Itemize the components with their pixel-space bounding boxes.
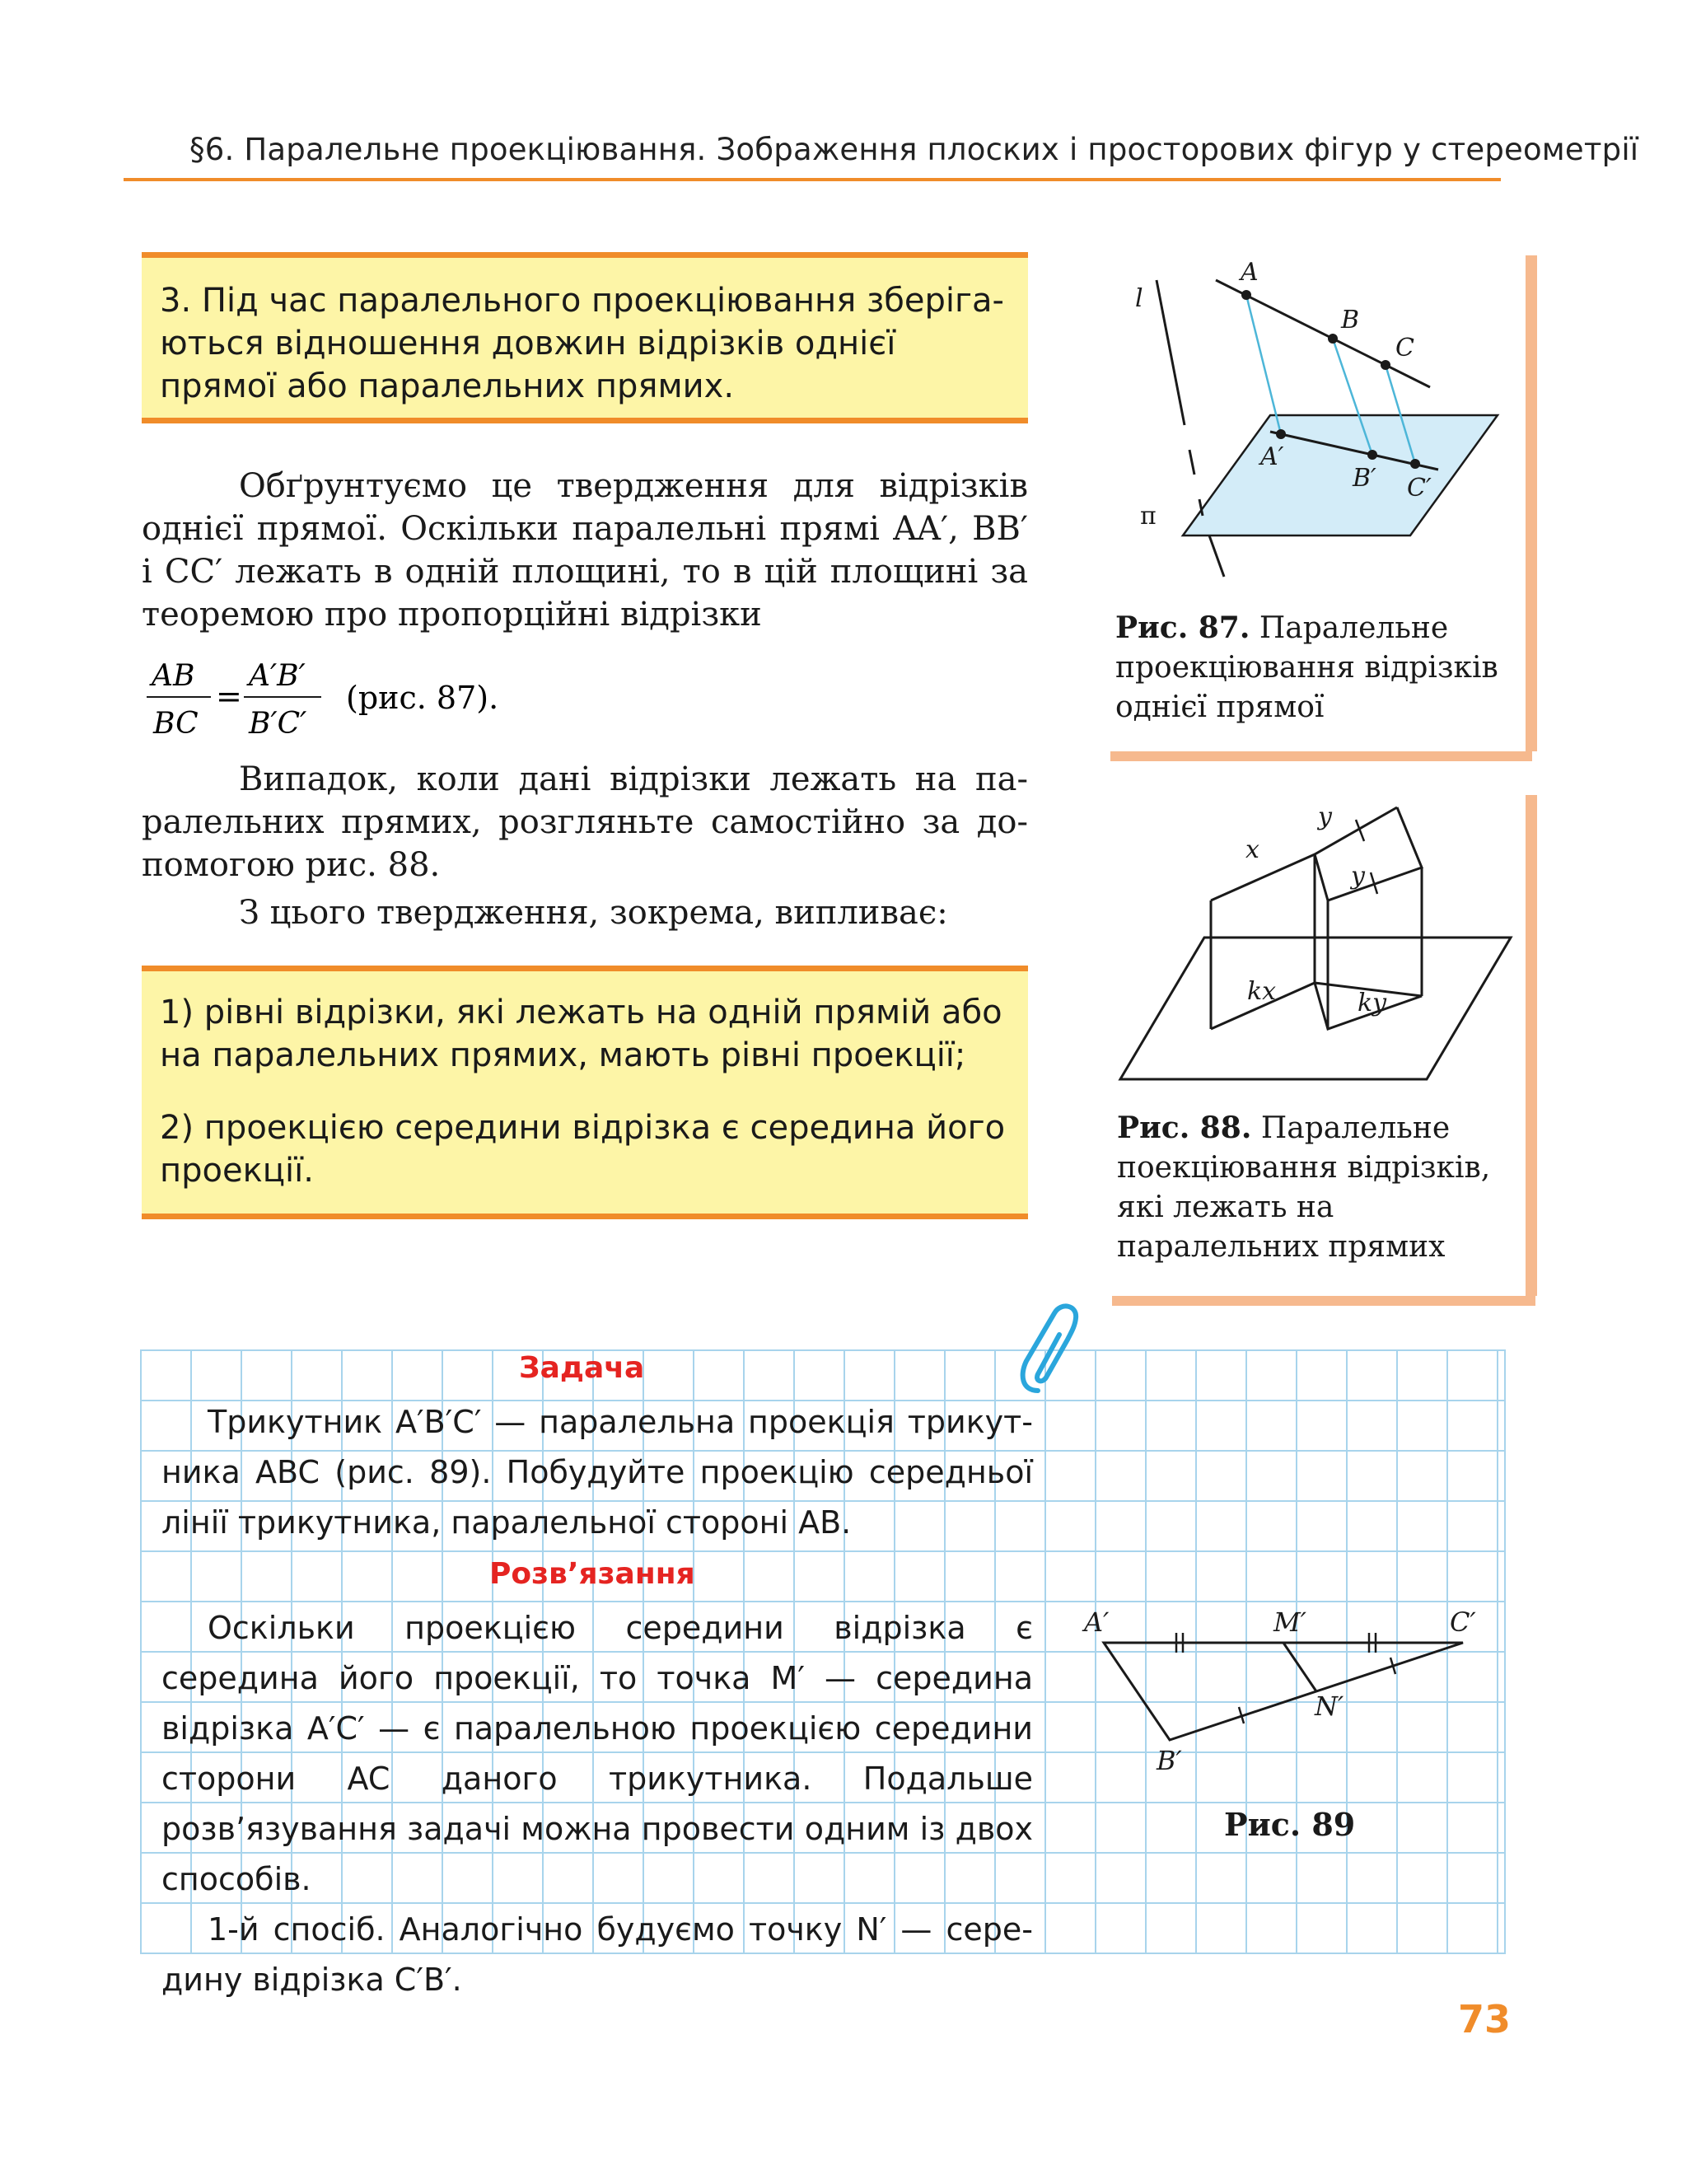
method-1-text: 1-й спосіб. Аналогічно будуємо точку N′ — середину відрізка C′B′. [161,1911,1033,1998]
figure-88-shadow [1112,1296,1535,1306]
label-N-prime: N′ [1315,1691,1344,1722]
rule-1-text: 3. Під час паралельного проекціювання зберігаються відношення довжин відрізків однієї прямої або паралельних прямих. [160,282,1004,405]
header-divider [124,178,1501,181]
paragraph-2 [142,758,1028,886]
solution-text [161,1603,1033,2005]
formula-ref: (рис. 87). [346,680,499,716]
label-l: l [1135,284,1143,313]
paragraph-3 [142,891,1028,934]
paragraph-3-text: З цього твердження, зокрема, випливає: [239,894,948,932]
paragraph-1-text: Обґрунтуємо це твердження для відрізків однієї прямої. Оскільки паралельні прямі AA′, BB′ і CC′ лежать в одній площині, то в цій площині за теоремою про пропорційні відрізки [142,467,1028,634]
label-y-mid: y [1351,862,1365,891]
task-text-body: Трикутник A′B′C′ — паралельна проекція трикутника ABC (рис. 89). Побудуйте проекцію середньої лінії трикутника, паралельної стороні AB. [161,1404,1033,1541]
figure-87-caption-label: Рис. 87. [1115,610,1250,645]
label-A-prime: A′ [1084,1606,1110,1638]
rule-box-1 [142,252,1028,423]
paragraph-1 [142,465,1028,636]
formula-svg [142,651,801,750]
plane-pi [1183,415,1498,535]
figure-88-caption-label: Рис. 88. [1117,1111,1252,1145]
label-kx: kx [1247,977,1277,1006]
paragraph-2-text: Випадок, коли дані відрізки лежать на паралельних прямих, розгляньте самостійно за допомогою рис. 88. [142,760,1028,884]
figure-89-caption: Рис. 89 [1224,1806,1356,1843]
formula-num-1: AB [152,659,195,693]
rule-2-item-1: 1) рівні відрізки, які лежать на одній прямій або на паралельних прямих, мають рівні проекції; [160,994,1002,1074]
svg-text:=: = [216,678,242,714]
paperclip-icon [1013,1302,1087,1401]
figure-88-diagram [1109,795,1526,1092]
figure-87-caption-text: Паралельне проекціювання відрізків однієї прямої [1115,611,1498,724]
label-A-prime: A′ [1260,442,1284,471]
label-C: C [1395,334,1414,362]
label-C-prime: C′ [1450,1606,1476,1638]
page-number: 73 [1458,1997,1512,2041]
rule-box-2 [142,966,1028,1219]
rule-2-item-2: 2) проекцією середини відрізка є середина його проекції. [160,1109,1006,1190]
task-text [161,1397,1033,1548]
figure-87-diagram [1109,255,1526,601]
formula-den-1: BC [153,707,199,741]
figure-88-caption-text: Паралельне поекціювання відрізків, які лежать на паралельних прямих [1117,1111,1491,1264]
formula-num-2: A′B′ [249,659,306,693]
label-B: B [1341,306,1360,334]
segment-MN [1283,1643,1316,1691]
figure-88-panel [1109,795,1537,1296]
label-B-prime: B′ [1353,464,1376,493]
figure-87-shadow [1110,751,1532,761]
label-C-prime: C′ [1407,474,1432,503]
solution-text-body: Оскільки проекцією середини відрізка є середина його проекції, то точка M′ — середина відрізка A′C′ — є паралельною проекцією середини сторони AC даного трикутника. Подальше розв’язування задачі можна провести одним із двох способів. [161,1610,1033,1897]
task-title: Задача [519,1351,645,1385]
label-x: x [1245,835,1259,864]
label-M-prime: M′ [1273,1606,1307,1638]
figure-88-caption [1117,1108,1521,1267]
formula-den-2: B′C′ [249,707,307,741]
label-pi: π [1140,502,1157,531]
figure-87-panel [1109,255,1537,751]
figure-89-diagram [1071,1602,1499,1791]
triangle-ABC-prime [1104,1643,1463,1740]
label-y-top: y [1318,802,1332,831]
label-A: A [1241,258,1259,287]
proportion-formula [142,651,801,750]
figure-87-caption [1115,608,1511,727]
solution-title: Розв’язання [489,1557,695,1591]
label-B-prime: B′ [1157,1745,1182,1776]
label-ky: ky [1358,989,1387,1017]
section-header: §6. Паралельне проекціювання. Зображення плоских і просторових фігур у стереометрії [189,132,1639,167]
